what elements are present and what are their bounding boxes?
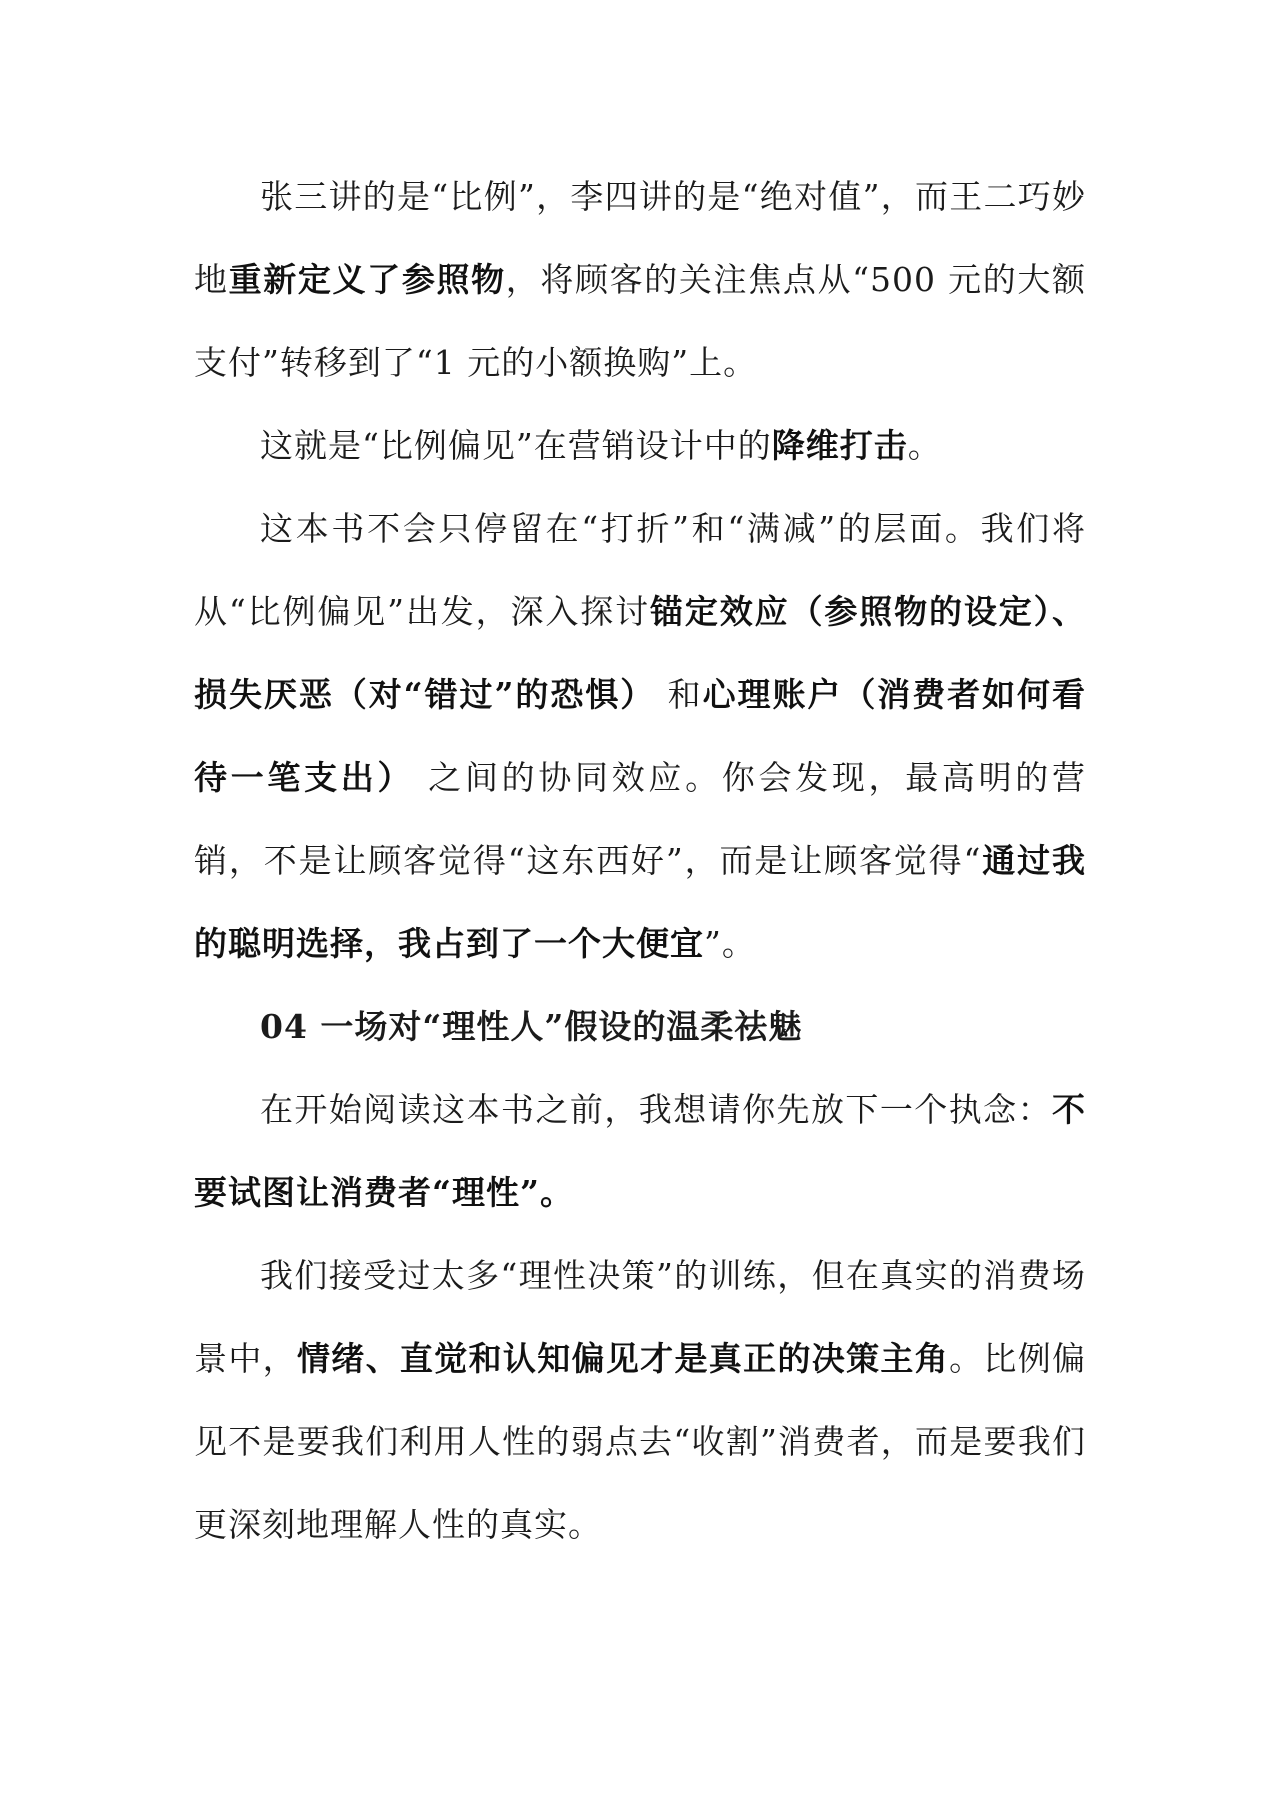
paragraph-1 [194, 155, 1086, 404]
paragraph-4 [194, 1068, 1086, 1234]
p3-text-1: 这本书不会只停留在“打折”和“满减”的层面。我们将从“比例偏见”出发，深入探讨 [194, 509, 1086, 631]
p5-text-2: 。比例偏见不是要我们利用人性的弱点去“收割”消费者，而是要我们更深刻地理解人性的真实。 [194, 1339, 1087, 1544]
p3-text-4: ”。 [704, 924, 756, 963]
paragraph-2 [194, 404, 1086, 487]
p4-bold-dont-make-rational: 不要试图让消费者“理性”。 [194, 1090, 1086, 1212]
p5-text-1: 我们接受过太多“理性决策”的训练，但在真实的消费场景中， [194, 1256, 1086, 1378]
p3-bold-anchoring-loss-aversion: 锚定效应（参照物的设定）、损失厌恶（对“错过”的恐惧） [194, 592, 1086, 714]
section-heading-04 [194, 985, 1086, 1068]
p1-text-2: ，将顾客的关注焦点从“500 元的大额支付”转移到了“1 元的小额换购”上。 [194, 260, 1086, 382]
p1-text-1: 张三讲的是“比例”，李四讲的是“绝对值”，而王二巧妙地 [194, 177, 1086, 299]
p5-bold-emotion-intuition-bias: 情绪、直觉和认知偏见才是真正的决策主角 [296, 1339, 950, 1378]
p3-bold-mental-accounting: 心理账户（消费者如何看待一笔支出） [194, 675, 1086, 797]
paragraph-3 [194, 487, 1086, 985]
p2-bold-dimension-strike: 降维打击 [771, 426, 908, 465]
p3-text-3: 之间的协同效应。你会发现，最高明的营销，不是让顾客觉得“这东西好”，而是让顾客觉得“ [194, 758, 1086, 880]
p3-text-2: 和 [655, 675, 703, 714]
paragraph-5 [194, 1234, 1086, 1566]
document-body [194, 155, 1086, 1566]
p1-bold-reference-redefined: 重新定义了参照物 [228, 260, 506, 299]
section-heading-text: 04 一场对“理性人”假设的温柔祛魅 [260, 1007, 803, 1046]
p3-bold-smart-choice: 通过我的聪明选择，我占到了一个大便宜 [194, 841, 1086, 963]
p2-text-1: 这就是“比例偏见”在营销设计中的 [260, 426, 772, 465]
p4-text-1: 在开始阅读这本书之前，我想请你先放下一个执念： [260, 1090, 1052, 1129]
p2-text-2: 。 [907, 426, 942, 465]
